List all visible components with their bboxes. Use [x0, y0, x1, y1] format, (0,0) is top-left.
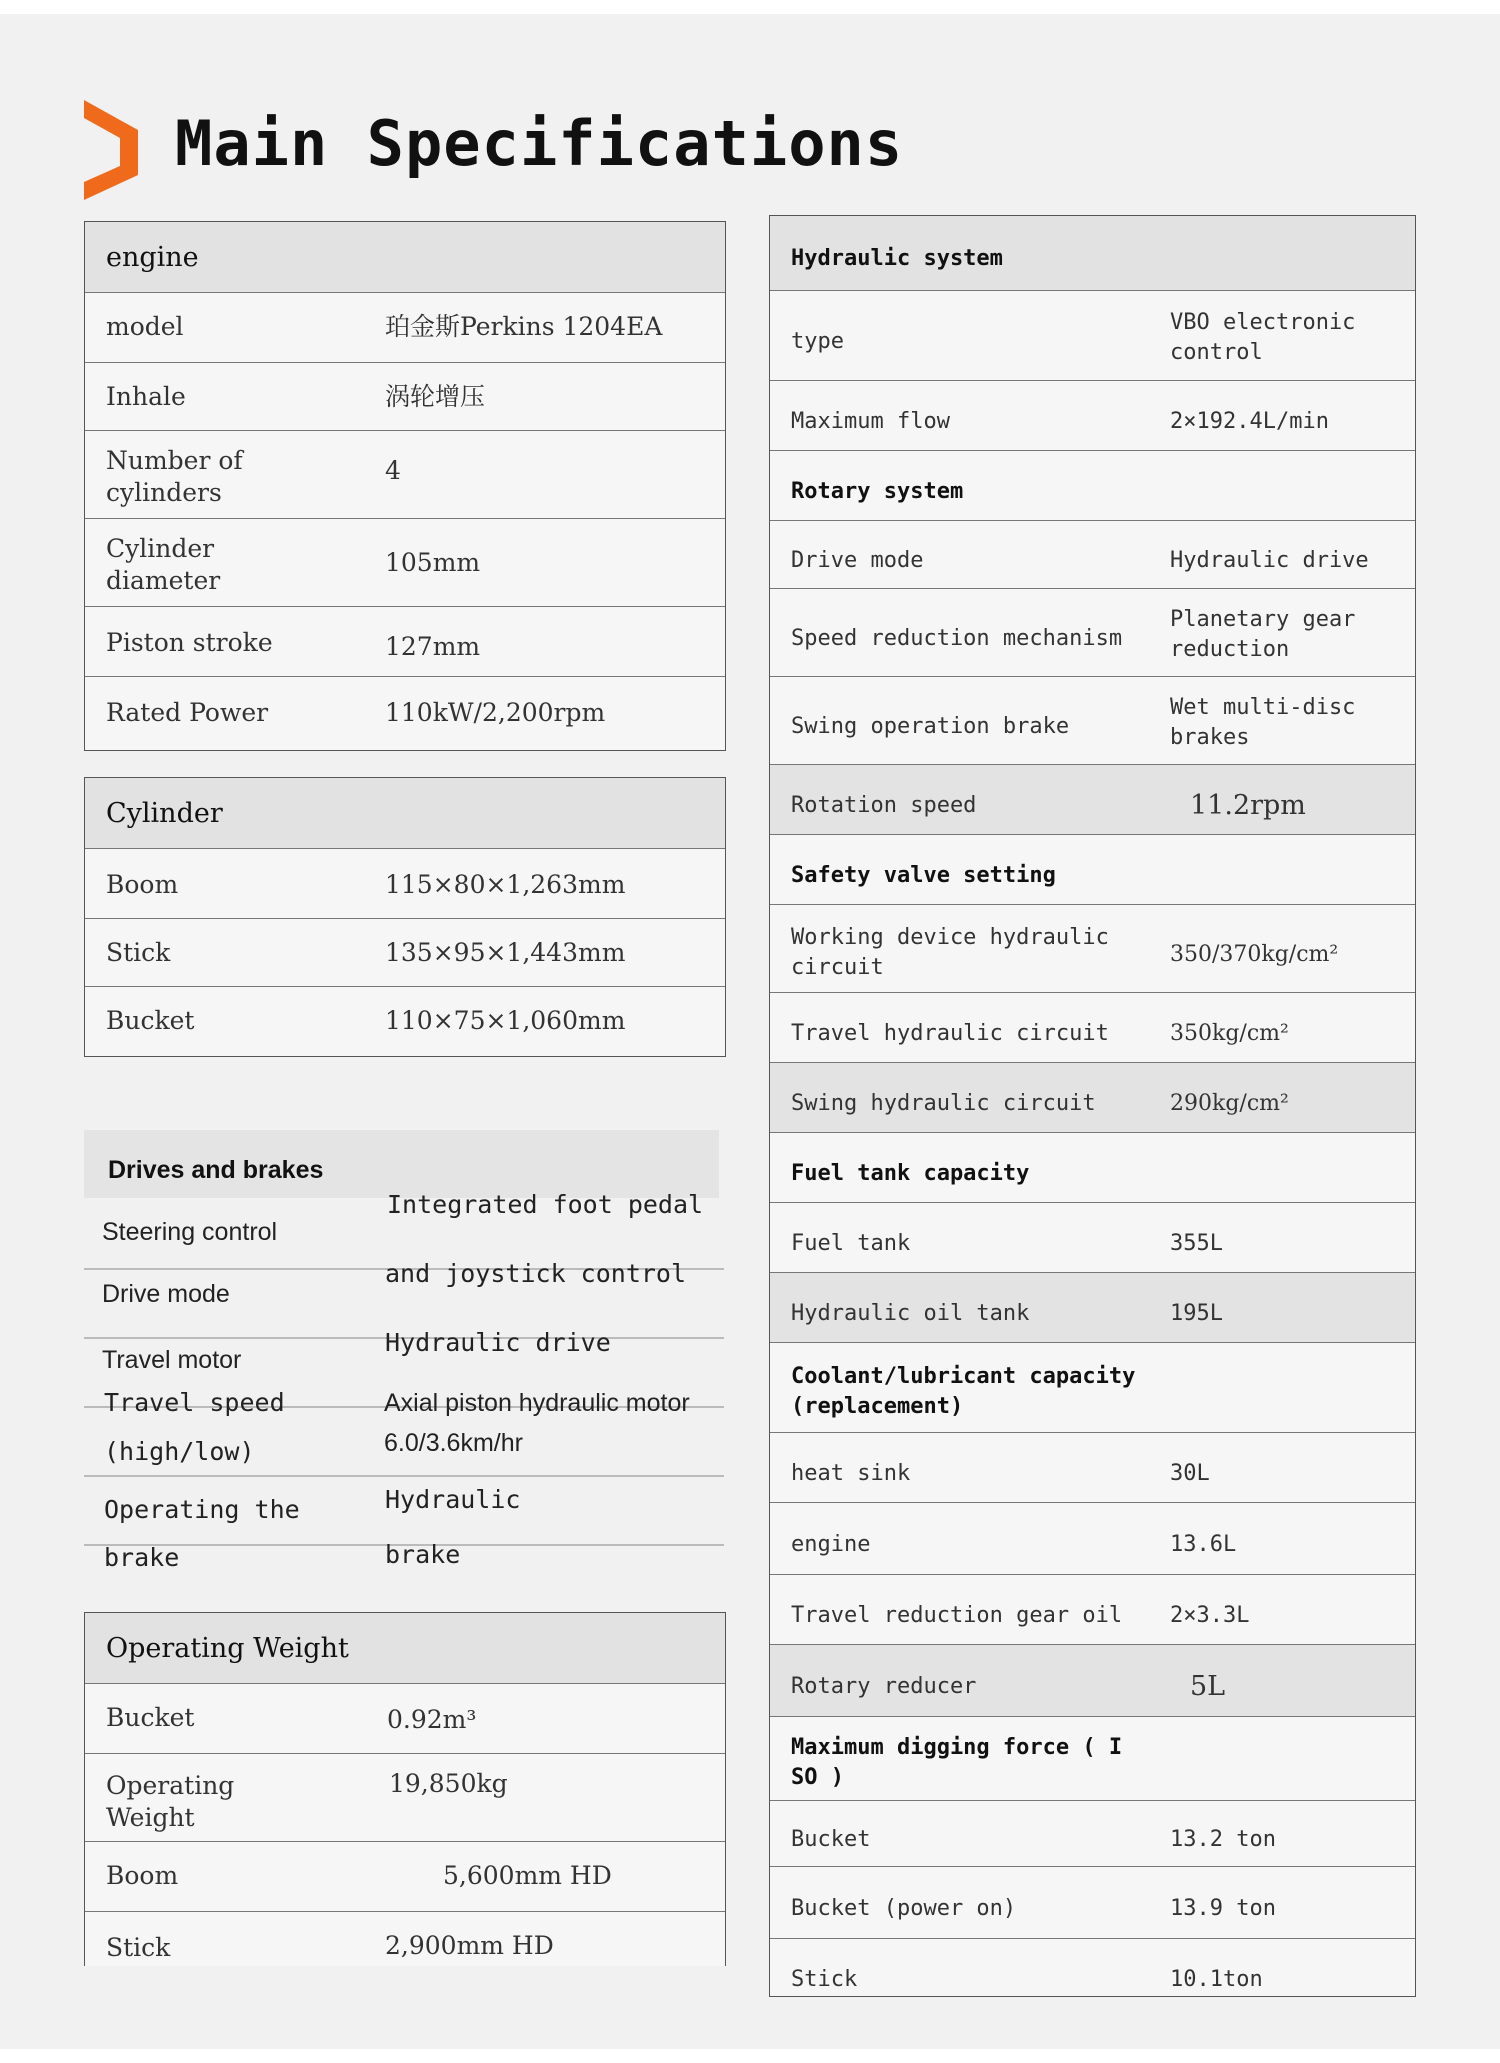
table-row [770, 1644, 1415, 1716]
spec-value: Hydraulic drive [1170, 548, 1369, 573]
drive-label: Travel motor [102, 1346, 242, 1374]
drive-value: brake [385, 1540, 461, 1569]
spec-value: 110×75×1,060mm [385, 1006, 626, 1035]
table-row [770, 1574, 1415, 1644]
spec-label: Rotation speed [791, 793, 977, 818]
spec-label: Hydraulic oil tank [791, 1301, 1030, 1326]
drive-label: (high/low) [104, 1437, 255, 1466]
spec-value: 2×192.4L/min [1170, 409, 1329, 434]
spec-value: 30L [1170, 1461, 1210, 1486]
cylinder-header-row [85, 778, 725, 848]
spec-label: Number of cylinders [106, 446, 243, 507]
spec-label: heat sink [791, 1461, 911, 1486]
section-header-row [770, 450, 1415, 520]
drive-label: Operating the [104, 1495, 300, 1524]
cylinder-table [84, 777, 726, 1057]
table-row [770, 1866, 1415, 1938]
spec-label: Stick [791, 1967, 858, 1992]
page-title: Main Specifications [175, 107, 904, 180]
spec-label: Drive mode [791, 548, 924, 573]
table-row [85, 430, 725, 518]
section-header: Fuel tank capacity [791, 1161, 1030, 1186]
drive-label: Steering control [102, 1218, 278, 1246]
drive-value: Axial piston hydraulic motor [384, 1389, 690, 1417]
spec-value: 珀金斯Perkins 1204EA [385, 312, 663, 341]
table-row [85, 1841, 725, 1911]
drive-label: Travel speed [104, 1388, 285, 1417]
spec-label: Piston stroke [106, 628, 273, 657]
spec-label: Bucket [106, 1703, 195, 1732]
section-header-row [770, 216, 1415, 290]
spec-value: 5L [1190, 1671, 1226, 1702]
table-row [85, 848, 725, 918]
spec-label: Swing operation brake [791, 714, 1070, 739]
table-row [85, 362, 725, 430]
engine-header-row [85, 222, 725, 292]
spec-label: Maximum flow [791, 409, 950, 434]
table-row [770, 764, 1415, 834]
spec-value: 19,850kg [389, 1769, 508, 1798]
spec-value: 350kg/cm² [1170, 1021, 1289, 1046]
drive-value: and joystick control [385, 1259, 687, 1288]
table-row [85, 986, 725, 1055]
spec-value: 2,900mm HD [385, 1931, 554, 1960]
spec-value: 11.2rpm [1190, 790, 1306, 821]
spec-value: 0.92m³ [387, 1705, 477, 1734]
engine-table [84, 221, 726, 751]
spec-label: Speed reduction mechanism [791, 626, 1123, 651]
spec-value: 135×95×1,443mm [385, 938, 626, 967]
spec-label: Rotary reducer [791, 1674, 977, 1699]
table-row [770, 1202, 1415, 1272]
spec-label: Bucket [791, 1827, 871, 1852]
spec-value: 115×80×1,263mm [385, 870, 626, 899]
table-row [770, 676, 1415, 764]
spec-label: Stick [106, 938, 171, 967]
spec-label: Bucket [106, 1006, 195, 1035]
spec-label: Cylinder diameter [106, 534, 221, 595]
spec-label: Boom [106, 1861, 179, 1890]
spec-value: 290kg/cm² [1170, 1091, 1289, 1116]
spec-value: VBO electronic control [1170, 310, 1356, 365]
section-header: Hydraulic system [791, 246, 1003, 271]
weight-header-row [85, 1613, 725, 1683]
cylinder-header: Cylinder [106, 798, 223, 829]
spec-value: 355L [1170, 1231, 1223, 1256]
spec-label: Rated Power [106, 698, 269, 727]
spec-label: Working device hydraulic circuit [791, 925, 1109, 980]
table-row [770, 1272, 1415, 1342]
spec-value: Wet multi-disc brakes [1170, 695, 1356, 750]
table-row [770, 992, 1415, 1062]
table-row [770, 1432, 1415, 1502]
spec-label: Fuel tank [791, 1231, 911, 1256]
table-row [85, 676, 725, 749]
spec-label: model [106, 312, 184, 341]
spec-value: 350/370kg/cm² [1170, 942, 1339, 967]
section-header-row [770, 1716, 1415, 1800]
spec-value: 4 [385, 456, 401, 485]
spec-value: 5,600mm HD [443, 1861, 612, 1890]
drive-value: Hydraulic drive [385, 1328, 611, 1357]
table-row [85, 292, 725, 362]
spec-label: Bucket (power on) [791, 1896, 1017, 1921]
section-header-row [770, 1342, 1415, 1432]
spec-label: Boom [106, 870, 179, 899]
orange-chevron-icon [84, 100, 140, 200]
table-row [85, 1683, 725, 1753]
spec-value: 涡轮增压 [385, 382, 486, 411]
spec-value: 195L [1170, 1301, 1223, 1326]
spec-value: 110kW/2,200rpm [385, 698, 606, 727]
drive-label: brake [104, 1543, 180, 1572]
drive-value: 6.0/3.6km/hr [384, 1429, 523, 1457]
table-row [770, 904, 1415, 992]
spec-label: type [791, 329, 844, 354]
drives-header: Drives and brakes [108, 1156, 324, 1184]
spec-label: Inhale [106, 382, 186, 411]
weight-header: Operating Weight [106, 1633, 349, 1664]
operating-weight-table [84, 1612, 726, 1966]
table-row [770, 290, 1415, 380]
spec-value: 127mm [385, 632, 481, 661]
table-row [85, 518, 725, 606]
drives-header-bar [84, 1130, 719, 1198]
table-row [85, 918, 725, 986]
section-header: Maximum digging force ( I SO ) [791, 1735, 1123, 1790]
drive-value: Integrated foot pedal [387, 1190, 704, 1219]
section-header: Rotary system [791, 479, 964, 504]
spec-value: 10.1ton [1170, 1967, 1263, 1992]
table-row [770, 1502, 1415, 1574]
spec-value: 105mm [385, 548, 481, 577]
spec-label: Swing hydraulic circuit [791, 1091, 1096, 1116]
spec-label: Travel hydraulic circuit [791, 1021, 1109, 1046]
table-row [770, 1800, 1415, 1866]
spec-value: 13.2 ton [1170, 1827, 1276, 1852]
table-row [770, 1938, 1415, 2008]
spec-value: 2×3.3L [1170, 1603, 1250, 1628]
spec-label: engine [791, 1532, 871, 1557]
drive-value: Hydraulic [385, 1485, 521, 1514]
section-header: Safety valve setting [791, 863, 1056, 888]
drive-label: Drive mode [102, 1280, 230, 1308]
table-row [85, 606, 725, 676]
spec-value: Planetary gear reduction [1170, 607, 1356, 662]
engine-header: engine [106, 242, 199, 273]
table-row [85, 1911, 725, 1967]
right-spec-table [769, 215, 1416, 1997]
table-row [85, 1753, 725, 1841]
spec-label: Operating Weight [106, 1771, 235, 1832]
table-row [770, 588, 1415, 676]
table-row [770, 1062, 1415, 1132]
spec-value: 13.9 ton [1170, 1896, 1276, 1921]
section-header-row [770, 834, 1415, 904]
spec-value: 13.6L [1170, 1532, 1237, 1557]
drives-and-brakes-section [84, 1130, 724, 1570]
spec-label: Travel reduction gear oil [791, 1603, 1123, 1628]
table-row [770, 380, 1415, 450]
table-row [770, 520, 1415, 588]
section-header: Coolant/lubricant capacity (replacement) [791, 1364, 1136, 1419]
section-header-row [770, 1132, 1415, 1202]
spec-label: Stick [106, 1933, 171, 1962]
